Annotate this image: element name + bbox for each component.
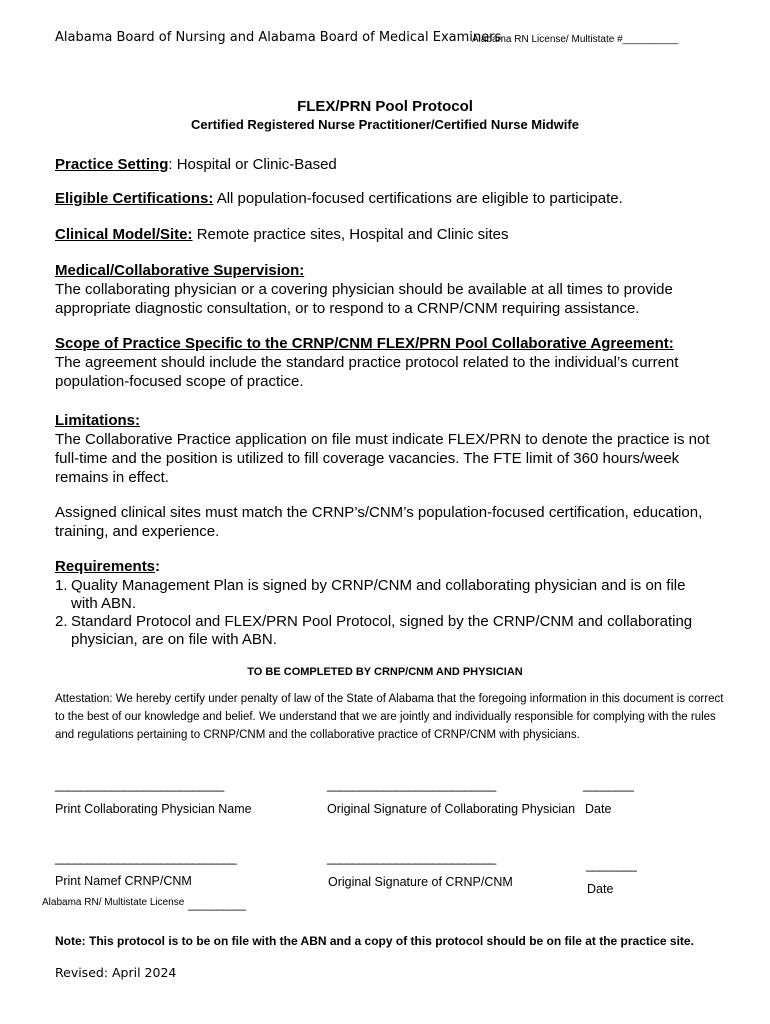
requirement-number: 1. bbox=[55, 577, 68, 594]
limitations-section bbox=[55, 411, 725, 487]
document-title: FLEX/PRN Pool Protocol bbox=[297, 98, 473, 115]
limitations-text-1: The Collaborative Practice application on file must indicate FLEX/PRN to denote the practice is not full-time and the position is utilized to fill coverage vacancies. The FTE limit of 360 hours/week remains in effect. bbox=[55, 431, 710, 486]
requirement-continuation: with ABN. bbox=[71, 595, 137, 612]
requirement-item-2 bbox=[55, 613, 715, 649]
clinical-text: Remote practice sites, Hospital and Clinic sites bbox=[192, 226, 509, 243]
scope-section bbox=[55, 334, 725, 391]
crnp-name-line[interactable]: _____________________________ bbox=[55, 850, 236, 865]
eligible-text: All population-focused certifications are eligible to participate. bbox=[213, 190, 623, 207]
requirement-number: 2. bbox=[55, 613, 68, 630]
date-label-1: Date bbox=[585, 802, 612, 816]
crnp-signature-line[interactable]: ___________________________ bbox=[327, 850, 496, 865]
date-label-2: Date bbox=[587, 882, 614, 896]
clinical-label: Clinical Model/Site: bbox=[55, 226, 193, 243]
physician-signature-line[interactable]: ___________________________ bbox=[327, 777, 496, 792]
clinical-model bbox=[55, 225, 725, 244]
scope-label: Scope of Practice Specific to the CRNP/CNM FLEX/PRN Pool Collaborative Agreement: bbox=[55, 335, 674, 352]
eligible-certifications bbox=[55, 189, 725, 208]
revised-date: Revised: April 2024 bbox=[55, 965, 177, 980]
requirement-item-1 bbox=[55, 577, 715, 613]
supervision-section bbox=[55, 261, 725, 318]
supervision-text: The collaborating physician or a covering physician should be available at all times to provide appropriate diagnostic consultation, or to respond to a CRNP/CNM requiring assistance. bbox=[55, 281, 673, 317]
scope-text: The agreement should include the standard practice protocol related to the individual’s current population-focused scope of practice. bbox=[55, 354, 679, 390]
practice-setting-label: Practice Setting bbox=[55, 156, 169, 173]
license-line[interactable]: __________ bbox=[188, 897, 245, 911]
requirement-continuation: physician, are on file with ABN. bbox=[71, 631, 277, 648]
requirements-colon: : bbox=[155, 558, 161, 575]
print-crnp-label: Print Namef CRNP/CNM bbox=[55, 874, 192, 888]
date-line-1[interactable]: ________ bbox=[583, 777, 633, 792]
license-label: Alabama RN/ Multistate License bbox=[42, 897, 185, 908]
supervision-label: Medical/Collaborative Supervision: bbox=[55, 262, 305, 279]
document-subtitle: Certified Registered Nurse Practitioner/Certified Nurse Midwife bbox=[191, 117, 579, 132]
requirement-line: Quality Management Plan is signed by CRNP/CNM and collaborating physician and is on file bbox=[71, 577, 686, 594]
print-physician-label: Print Collaborating Physician Name bbox=[55, 802, 252, 816]
requirements-label: Requirements bbox=[55, 558, 156, 575]
physician-name-line[interactable]: ___________________________ bbox=[55, 777, 224, 792]
requirement-line: Standard Protocol and FLEX/PRN Pool Protocol, signed by the CRNP/CNM and collaborating bbox=[71, 613, 693, 630]
header-license-number: Alabama RN License/ Multistate #__________ bbox=[472, 34, 679, 45]
signature-physician-label: Original Signature of Collaborating Physician bbox=[327, 802, 576, 816]
attestation-text: Attestation: We hereby certify under penalty of law of the State of Alabama that the foregoing information in this document is correct to the best of our knowledge and belief. We understand that we are jointly and individually responsible for complying with the rules and regulations pertaining to CRNP/CNM and the collaborative practice of CRNP/CNM with physicians. bbox=[55, 693, 724, 741]
limitations-label: Limitations: bbox=[55, 412, 140, 429]
completed-by-heading: TO BE COMPLETED BY CRNP/CNM AND PHYSICIAN bbox=[247, 666, 523, 678]
practice-setting bbox=[55, 155, 725, 174]
practice-setting-text: : Hospital or Clinic-Based bbox=[168, 156, 337, 173]
requirements-heading bbox=[55, 557, 725, 576]
header-boards: Alabama Board of Nursing and Alabama Board of Medical Examiners bbox=[55, 30, 502, 45]
limitations-text-2: Assigned clinical sites must match the CRNP’s/CNM’s population-focused certification, education, training, and experience. bbox=[55, 504, 703, 540]
date-line-2[interactable]: ________ bbox=[586, 857, 636, 872]
signature-crnp-label: Original Signature of CRNP/CNM bbox=[328, 875, 513, 889]
eligible-label: Eligible Certifications: bbox=[55, 190, 214, 207]
note-text: Note: This protocol is to be on file with the ABN and a copy of this protocol should be on file at the practice site. bbox=[55, 934, 694, 948]
